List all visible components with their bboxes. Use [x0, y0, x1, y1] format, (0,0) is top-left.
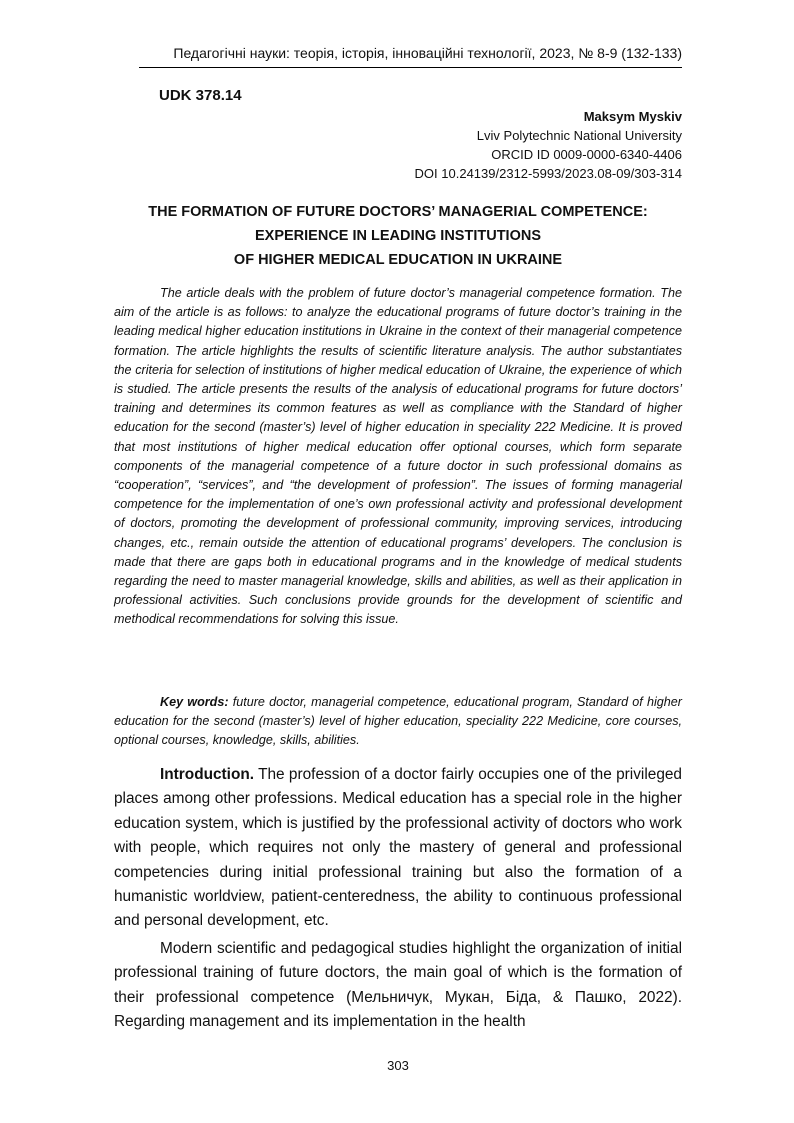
keywords-text: future doctor, managerial competence, educational program, Standard of higher education for the second (master’s) level of higher education, speciality 222 Medicine, core courses, optional courses, knowledge, skills, abilities.	[114, 695, 682, 748]
udk-code: UDK 378.14	[159, 87, 242, 104]
keywords	[114, 693, 682, 751]
abstract: The article deals with the problem of future doctor’s managerial competence formation. The aim of the article is as follows: to analyze the educational programs of future doctor’s training in the leading medical higher education institutions in Ukraine in the context of their managerial competence formation. The article highlights the results of scientific literature analysis. The author substantiates the criteria for selection of institutions of higher medical education of Ukraine, the experience of which is studied. The article presents the results of the analysis of educational programs for future doctors’ training and determines its common features as well as compliance with the Standard of higher education for the second (master’s) level of higher education in speciality 222 Medicine. It is proved that most institutions of higher medical education offer optional courses, which form separate components of the managerial competence of a future doctor in such professional domains as “cooperation”, “services”, and “the development of profession”. The issues of forming managerial competence for the implementation of one’s own professional activity and professional development of doctors, promoting the development of professional community, improving services, introducing changes, etc., remain outside the attention of educational programs’ developers. The conclusion is made that there are gaps both in educational programs and in the knowledge of medical students regarding the need to master managerial knowledge, skills and abilities, as well as their application in professional activities. Such conclusions provide grounds for the development of scientific and methodical recommendations for solving this issue.	[114, 286, 682, 627]
author-orcid: ORCID ID 0009-0000-6340-4406	[491, 147, 682, 162]
author-name: Maksym Myskiv	[583, 109, 682, 124]
author-block	[415, 107, 682, 183]
author-affiliation: Lviv Polytechnic National University	[476, 128, 682, 143]
page	[114, 0, 682, 1123]
article-title-line-1: THE FORMATION OF FUTURE DOCTORS’ MANAGERIAL COMPETENCE:	[148, 204, 648, 220]
introduction-paragraph	[114, 763, 682, 934]
body-paragraph: Modern scientific and pedagogical studies highlight the organization of initial professional training of future doctors, the main goal of which is the formation of their professional competence (Мельничук, Мукан, Біда, & Пашко, 2022). Regarding management and its implementation in the health	[114, 940, 682, 1031]
article-title-line-2: EXPERIENCE IN LEADING INSTITUTIONS	[255, 228, 541, 244]
article-doi: DOI 10.24139/2312-5993/2023.08-09/303-314	[414, 166, 682, 181]
article-title	[114, 200, 682, 272]
page-number: 303	[387, 1058, 409, 1073]
introduction-heading: Introduction.	[160, 766, 255, 783]
running-header: Педагогічні науки: теорія, історія, інноваційні технології, 2023, № 8-9 (132-133)	[173, 45, 682, 61]
header-divider	[139, 67, 682, 68]
article-title-line-3: OF HIGHER MEDICAL EDUCATION IN UKRAINE	[233, 252, 563, 268]
keywords-label: Key words:	[160, 695, 229, 709]
introduction-text: The profession of a doctor fairly occupies one of the privileged places among other professions. Medical education has a special role in the higher education system, which is justified by the professional activity of doctors who work with people, which requires not only the mastery of general and professional competencies during initial professional training but also the formation of a humanistic worldview, patient-centeredness, the ability to continuous professional and personal development, etc.	[114, 766, 682, 930]
